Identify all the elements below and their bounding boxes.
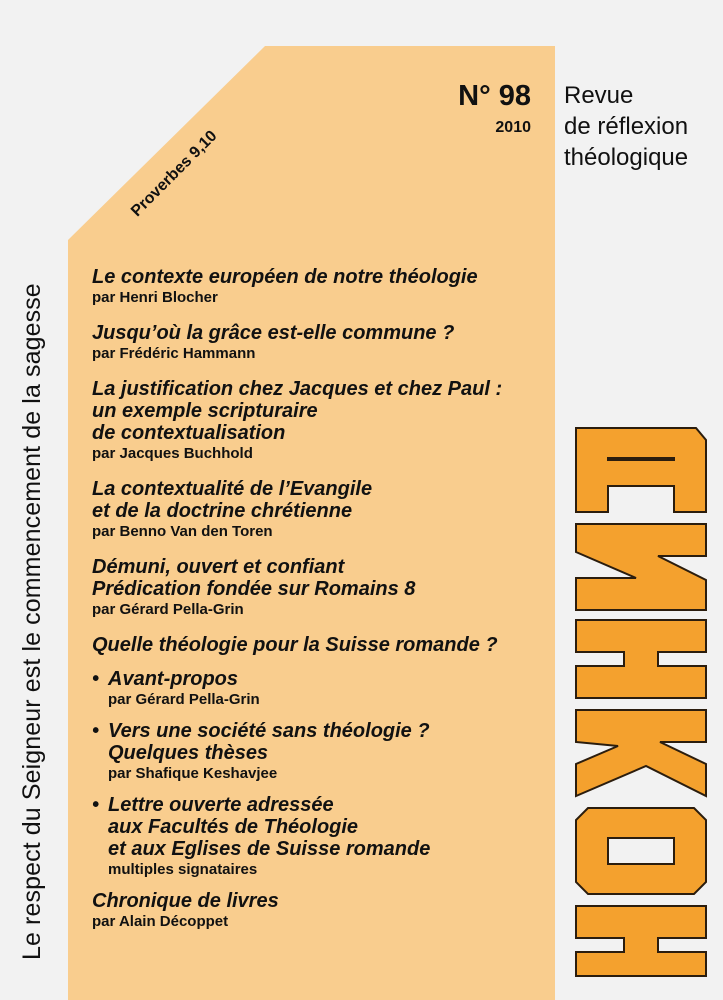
- issue-year: 2010: [495, 119, 531, 136]
- article-title-line: La contextualité de l’Evangile: [92, 478, 373, 500]
- article-title: [92, 322, 562, 344]
- article-title-line: Quelques thèses: [108, 742, 269, 764]
- article-author: par Gérard Pella-Grin: [92, 601, 244, 618]
- article-title-line: et aux Eglises de Suisse romande: [108, 838, 431, 860]
- article-author: par Henri Blocher: [92, 289, 218, 306]
- article-title-line: La justification chez Jacques et chez Paul :: [92, 378, 503, 400]
- article-title-line: et de la doctrine chrétienne: [92, 500, 353, 522]
- toc-subentry: [92, 668, 562, 710]
- article-author: par Benno Van den Toren: [92, 523, 273, 540]
- toc-subentry: [92, 794, 562, 880]
- article-author: par Jacques Buchhold: [92, 445, 253, 462]
- bullet: •: [92, 668, 100, 690]
- article-author: multiples signataires: [108, 861, 258, 878]
- article-author: par Alain Décoppet: [92, 913, 229, 930]
- subtitle-line: théologique: [564, 144, 689, 171]
- subtitle-line: Revue: [564, 82, 634, 109]
- article-title-line: Avant-propos: [108, 668, 238, 690]
- article-title: [92, 378, 562, 444]
- article-title-line: Lettre ouverte adressée: [108, 794, 334, 816]
- toc-entry: [92, 478, 562, 542]
- article-title-line: un exemple scripturaire: [92, 400, 318, 422]
- toc-entry: [92, 634, 562, 656]
- table-of-contents: [92, 266, 562, 946]
- article-title: [92, 890, 562, 912]
- article-title: [92, 634, 562, 656]
- article-title-line: Démuni, ouvert et confiant: [92, 556, 345, 578]
- article-author: par Gérard Pella-Grin: [108, 691, 260, 708]
- toc-entry: [92, 266, 562, 308]
- article-title-line: Jusqu’où la grâce est-elle commune ?: [92, 322, 455, 344]
- hokhma-logo: [566, 420, 714, 980]
- bullet: •: [92, 794, 100, 816]
- article-title-line: de contextualisation: [92, 422, 286, 444]
- article-title: [92, 556, 562, 600]
- journal-subtitle: [564, 80, 688, 173]
- toc-entry: [92, 378, 562, 464]
- toc-entry: [92, 322, 562, 364]
- scripture-reference: Proverbes 9,10: [128, 127, 221, 221]
- toc-entry: [92, 890, 562, 932]
- article-author: par Frédéric Hammann: [92, 345, 256, 362]
- article-title: [92, 720, 562, 764]
- tagline: Le respect du Seigneur est le commencement de la sagesse: [18, 283, 46, 960]
- article-title-line: Le contexte européen de notre théologie: [92, 266, 478, 288]
- article-title-line: aux Facultés de Théologie: [108, 816, 359, 838]
- article-title-line: Vers une société sans théologie ?: [108, 720, 430, 742]
- toc-entry: [92, 556, 562, 620]
- article-title-line: Quelle théologie pour la Suisse romande ?: [92, 634, 498, 656]
- article-title: [92, 478, 562, 522]
- article-author: par Shafique Keshavjee: [108, 765, 278, 782]
- toc-subentry: [92, 720, 562, 784]
- article-title-line: Prédication fondée sur Romains 8: [92, 578, 416, 600]
- article-title: [92, 266, 562, 288]
- bullet: •: [92, 720, 100, 742]
- article-title-line: Chronique de livres: [92, 890, 279, 912]
- issue-number: N° 98: [458, 80, 531, 112]
- article-title: [92, 668, 562, 690]
- subtitle-line: de réflexion: [564, 113, 689, 140]
- article-title: [92, 794, 562, 860]
